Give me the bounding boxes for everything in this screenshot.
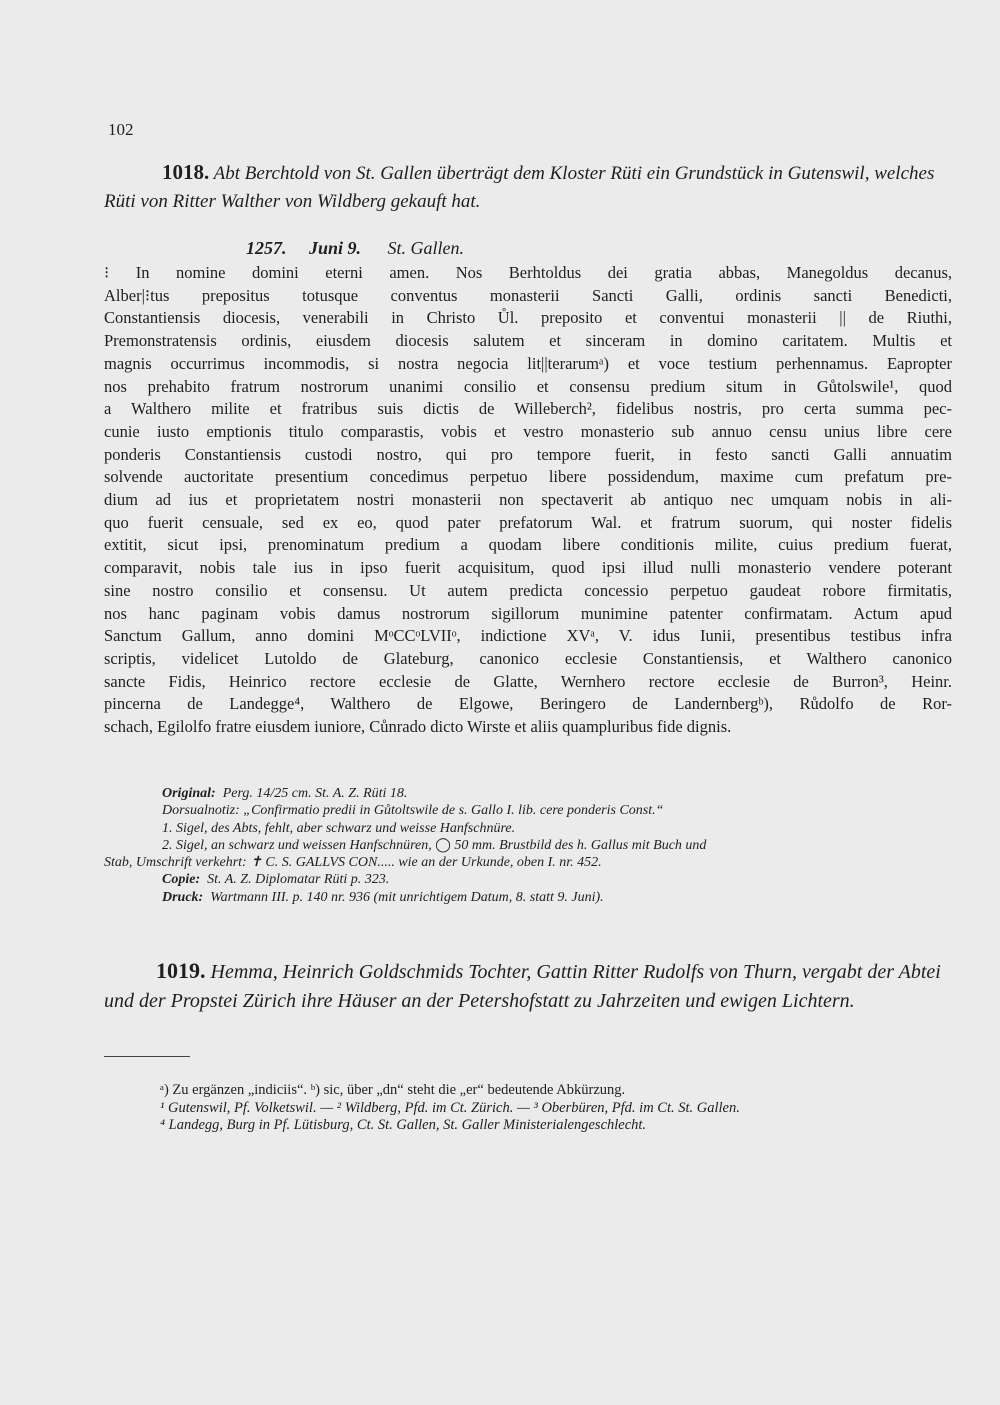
entry-1019-heading xyxy=(104,956,952,1016)
note-line: 2. Sigel, an schwarz und weissen Hanfschnüren, ◯ 50 mm. Brustbild des h. Gallus mit Buch und xyxy=(162,837,707,853)
text-line: Alber|⁝tus prepositus totusque conventus monasterii Sancti Galli, ordinis sancti Benedicti, xyxy=(104,285,952,305)
text-line: Sanctum Gallum, anno domini MᵒCCᵒLVIIᵒ, indictione XVᵃ, V. idus Iunii, presentibus testibus infra xyxy=(104,626,952,646)
note-label: Copie: xyxy=(162,872,201,888)
footnote-line: ᵃ) Zu ergänzen „indiciis“. ᵇ) sic, über „dn“ steht die „er“ bedeutende Abkürzung. xyxy=(160,1082,626,1098)
text-line: ⁝ In nomine domini eterni amen. Nos Berhtoldus dei gratia abbas, Manegoldus decanus, xyxy=(104,263,952,282)
note-text: Wartmann III. p. 140 nr. 936 (mit unrichtigem Datum, 8. statt 9. Juni). xyxy=(210,889,604,905)
text-line: nos prehabito fratrum nostrorum unanimi consilio et consensu predium situm in Gůtolswile¹, quod xyxy=(104,376,952,396)
text-line: quo fuerit censuale, sed ex eo, quod pater prefatorum Wal. et fratrum suorum, qui noster fidelis xyxy=(104,512,952,532)
text-line: Premonstratensis ordinis, eiusdem diocesis salutem et sinceram in domino caritatem. Multis et xyxy=(104,331,952,351)
editorial-notes xyxy=(104,785,924,906)
note-line: Dorsualnotiz: „Confirmatio predii in Gůtoltswile de s. Gallo I. lib. cere ponderis Const.“ xyxy=(162,803,664,819)
text-line: magnis occurrimus incommodis, si nostra negocia lit||terarumᵃ) et voce testium perhennamus. Eapropter xyxy=(104,353,952,373)
date-year: 1257. xyxy=(246,238,287,258)
text-line: scriptis, videlicet Lutoldo de Glateburg, canonico ecclesie Constantiensis, et Walthero canonico xyxy=(104,648,952,668)
text-line: cunie iusto emptionis titulo comparastis, vobis et vestro monasterio sub annuo censu unius libre cere xyxy=(104,421,952,441)
note-line: Stab, Umschrift verkehrt: ✝ C. S. GALLVS CON..... wie an der Urkunde, oben I. nr. 452. xyxy=(104,855,602,871)
text-line: sine nostro consilio et consensu. Ut autem predicta concessio perpetuo gaudeat robore firmitatis, xyxy=(104,580,952,600)
page-number: 102 xyxy=(108,120,134,139)
text-line: a Walthero milite et fratribus suis dictis de Willeberch², fidelibus nostris, pro certa summa pec- xyxy=(104,399,952,419)
text-line: pincerna de Landegge⁴, Walthero de Elgowe, Beringero de Landernbergᵇ), Růdolfo de Ror- xyxy=(104,694,952,714)
note-label: Druck: xyxy=(162,889,204,905)
footnote-line: ¹ Gutenswil, Pf. Volketswil. — ² Wildberg, Pfd. im Ct. Zürich. — ³ Oberbüren, Pfd. im Ct. St. Gallen. xyxy=(160,1099,740,1116)
note-text: Perg. 14/25 cm. St. A. Z. Rüti 18. xyxy=(222,786,408,801)
text-line: comparavit, nobis tale ius in ipso fuerit acquisitum, quod ipsi illud nulli monasterio vendere poterant xyxy=(104,558,952,578)
note-line xyxy=(104,871,924,888)
text-line: extitit, sicut ipsi, prenominatum predium a quodam libere conditionis milite, cuius predium fuerat, xyxy=(104,535,952,555)
entry-date-line xyxy=(246,238,464,259)
text-line: ponderis Constantiensis custodi nostro, qui pro tempore fuerit, in festo sancti Galli annuatim xyxy=(104,444,952,464)
note-line: 1. Sigel, des Abts, fehlt, aber schwarz und weisse Hanfschnüre. xyxy=(162,820,516,836)
text-line: Constantiensis diocesis, venerabili in Christo Ůl. preposito et conventui monasterii || de Riuthi, xyxy=(104,308,952,328)
note-label: Original: xyxy=(162,786,216,801)
note-line xyxy=(104,889,924,906)
text-line: nos hanc paginam vobis damus nostrorum sigillorum munimine patenter confirmatam. Actum apud xyxy=(104,603,952,623)
note-line xyxy=(104,785,924,802)
footnote-divider xyxy=(104,1056,190,1057)
entry-title: Hemma, Heinrich Goldschmids Tochter, Gattin Ritter Rudolfs von Thurn, vergabt der Abtei und der Propstei Zürich ihre Häuser an der Petershofstatt zu Jahrzeiten und ewigen Lichtern. xyxy=(104,961,941,1012)
text-line: solvende auctoritate presentium concedimus perpetuo libere possidendum, maxime cum prefatum pre- xyxy=(104,467,952,487)
footnote-line: ⁴ Landegg, Burg in Pf. Lütisburg, Ct. St. Gallen, St. Galler Ministerialengeschlecht. xyxy=(160,1117,647,1133)
entry-number: 1019. xyxy=(156,958,206,983)
text-line: sancte Fidis, Heinrico rectore ecclesie de Glatte, Wernhero rectore ecclesie de Burron³, Heinr. xyxy=(104,671,952,691)
charter-text xyxy=(104,262,952,739)
entry-title: Abt Berchtold von St. Gallen überträgt dem Kloster Rüti ein Grundstück in Gutenswil, welches Rüti von Ritter Walther von Wildberg gekauft hat. xyxy=(104,163,935,212)
entry-number: 1018. xyxy=(162,160,210,184)
footnotes xyxy=(160,1082,940,1135)
date-place: St. Gallen. xyxy=(387,238,465,258)
note-text: St. A. Z. Diplomatar Rüti p. 323. xyxy=(207,872,390,888)
entry-1018-heading xyxy=(104,158,952,216)
text-line: dium ad ius et proprietatem nostri monasterii non spectaverit ab antiquo nec umquam nobis in ali- xyxy=(104,490,952,510)
date-day: Juni 9. xyxy=(309,238,362,258)
text-line: schach, Egilolfo fratre eiusdem iuniore, Cůnrado dicto Wirste et aliis quampluribus fide dignis. xyxy=(104,717,732,737)
